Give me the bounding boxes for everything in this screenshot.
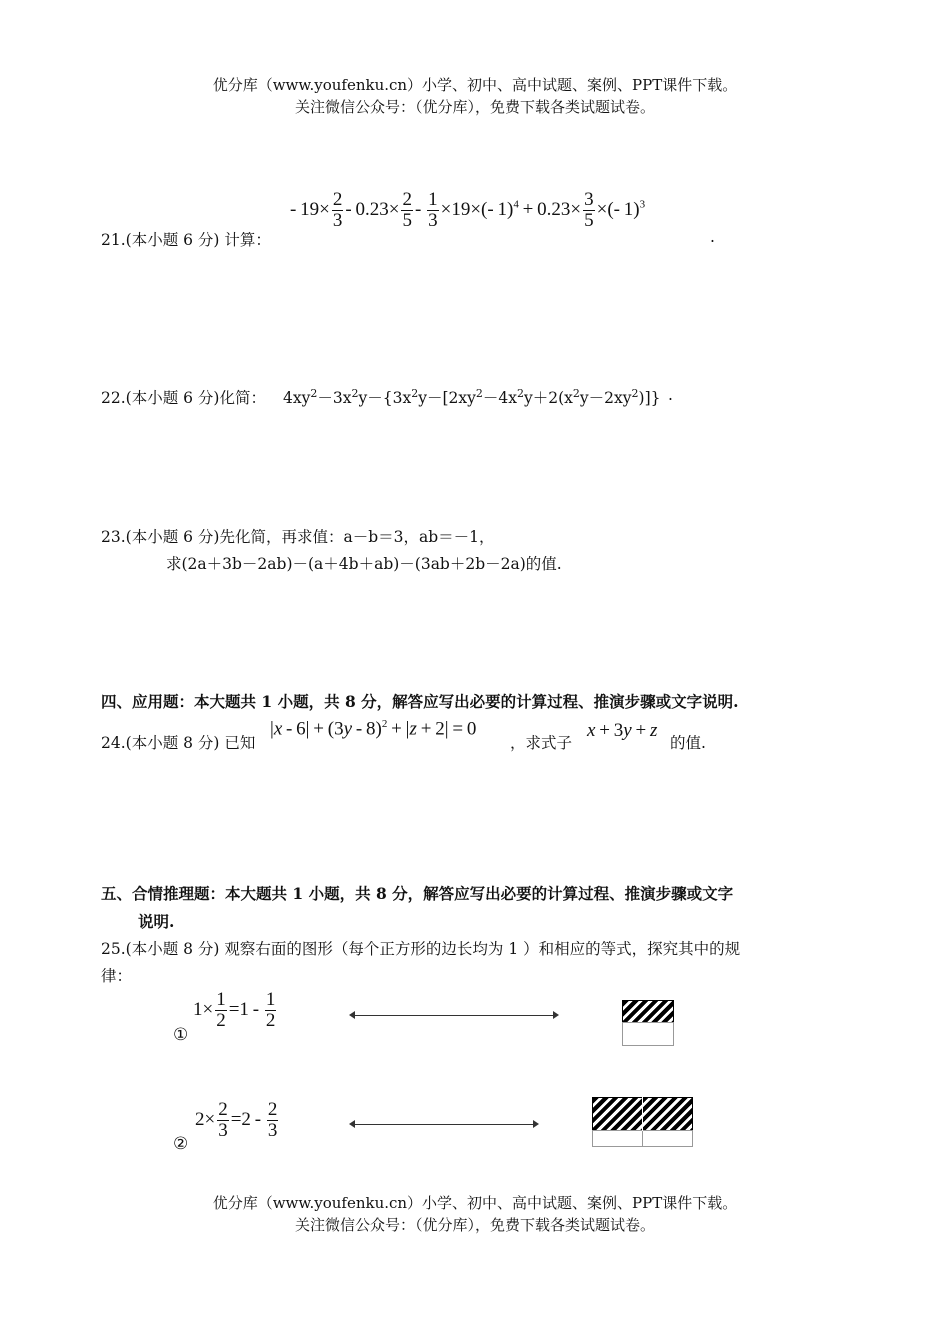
q24-target-expression: x + 3y + z: [587, 720, 658, 741]
q25-line-2: 律：: [101, 967, 133, 985]
footer-line-1: 优分库（www.youfenku.cn）小学、初中、高中试题、案例、PPT课件下载。: [212, 1194, 738, 1212]
q21-expression: - 19× $\frac{2}{3}$ - 0.23× $\frac{2}{5}$ - $\frac{1}{3}$ ×19×(- 1)$^4$ + 0.23× $\frac{3}{5}$ ×(- 1)$^3$: [290, 189, 646, 231]
footer-line-2: 关注微信公众号：（优分库），免费下载各类试题试卷。: [294, 1216, 655, 1234]
row-1-double-arrow: [355, 1015, 553, 1016]
row-2-divider: [642, 1097, 643, 1131]
row-2-equation: 2× $\frac{2}{3}$ =2 - $\frac{2}{3}$: [195, 1099, 278, 1141]
row-2-marker: ②: [173, 1134, 189, 1154]
q21-label: 21.(本小题 6 分) 计算：: [101, 231, 271, 249]
section-5-title-line-2: 说明.: [138, 912, 175, 931]
q23-line-1: 23.(本小题 6 分)先化简，再求值：a－b＝3，ab＝－1，: [101, 528, 495, 546]
q23-line-2: 求(2a＋3b－2ab)－(a＋4b＋ab)－(3ab＋2b－2a)的值.: [166, 555, 562, 573]
row-1-square-figure: [622, 1000, 674, 1046]
section-5-title-line-1: 五、合情推理题：本大题共 1 小题，共 8 分，解答应写出必要的计算过程、推演步骤或文字: [101, 884, 734, 903]
row-2-blank-right: [642, 1130, 693, 1147]
row-1-shaded-half: [622, 1000, 674, 1023]
row-1-blank-half: [622, 1022, 674, 1046]
q21-end: .: [710, 228, 715, 246]
row-2-blank-left: [592, 1130, 643, 1147]
q22-expression: $4xy^2-3x^2y-\{3x^2y-[2xy^2-4x^2y+2(x^2y-2xy^2)]\}$: [283, 386, 661, 407]
q24-label: 24.(本小题 8 分) 已知: [101, 734, 256, 752]
row-1-marker: ①: [173, 1025, 189, 1045]
q22-end: .: [668, 386, 673, 404]
q24-condition: |x - 6| + (3y - 8)$^2$ + |z + 2| = 0: [270, 718, 477, 740]
q24-mid: ，求式子: [510, 734, 573, 752]
header-line-1: 优分库（www.youfenku.cn）小学、初中、高中试题、案例、PPT课件下载。: [212, 76, 738, 94]
header-line-2: 关注微信公众号：（优分库），免费下载各类试题试卷。: [294, 98, 655, 116]
q24-end: 的值.: [670, 734, 706, 752]
row-1-equation: 1× $\frac{1}{2}$ =1 - $\frac{1}{2}$: [193, 989, 276, 1031]
row-2-double-arrow: [355, 1124, 533, 1125]
section-4-title: 四、应用题：本大题共 1 小题，共 8 分，解答应写出必要的计算过程、推演步骤或文字说明.: [101, 692, 739, 711]
row-2-square-figure: [592, 1097, 693, 1147]
q22-label: 22.(本小题 6 分)化简：: [101, 389, 266, 407]
q25-line-1: 25.(本小题 8 分) 观察右面的图形（每个正方形的边长均为 1 ）和相应的等式，探究其中的规: [101, 940, 741, 958]
